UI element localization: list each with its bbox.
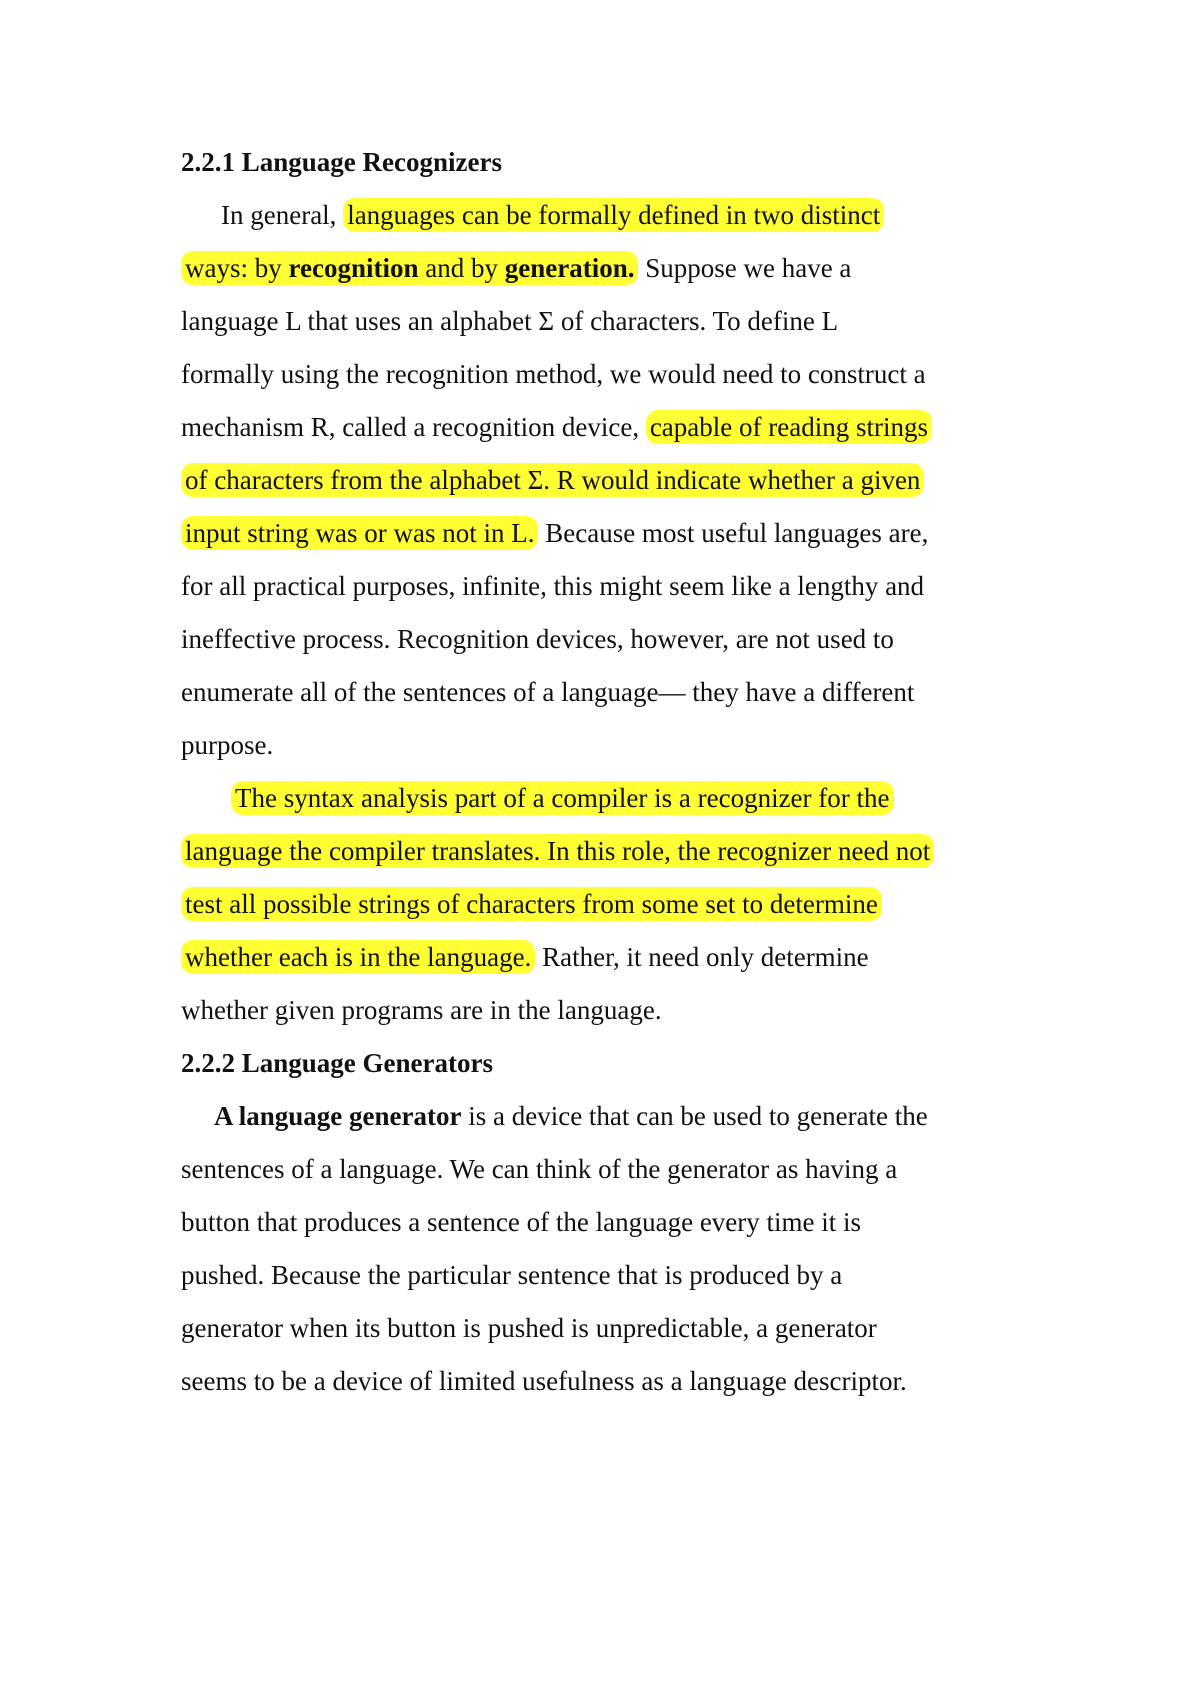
text-run: is a device that can be used to generate the [461, 1101, 928, 1131]
highlighted-text: test all possible strings of characters from some set to determine [181, 887, 882, 921]
highlighted-text: whether each is in the language. [181, 940, 535, 974]
highlighted-text: input string was or was not in L. [181, 516, 538, 550]
text-run: Rather, it need only determine [535, 942, 869, 972]
highlighted-text: The syntax analysis part of a compiler is a recognizer for the [231, 781, 894, 815]
text-run: ways: by [185, 253, 289, 283]
text-line [181, 1090, 1061, 1143]
paragraph-syntax-analysis [181, 772, 1061, 1037]
paragraph-recognition-intro [181, 189, 1061, 772]
text-line [181, 454, 1061, 507]
text-line [181, 189, 1061, 242]
text-run: and by [418, 253, 505, 283]
text-line: button that produces a sentence of the language every time it is [181, 1207, 862, 1237]
text-line: seems to be a device of limited usefulness as a language descriptor. [181, 1366, 907, 1396]
highlighted-text: languages can be formally defined in two distinct [343, 198, 884, 232]
text-line: language L that uses an alphabet Σ of characters. To define L [181, 306, 839, 336]
text-line [181, 772, 1061, 825]
text-line: for all practical purposes, infinite, this might seem like a lengthy and [181, 571, 925, 601]
text-line: enumerate all of the sentences of a language— they have a different [181, 677, 915, 707]
text-line: purpose. [181, 730, 274, 760]
text-line: formally using the recognition method, we would need to construct a [181, 359, 926, 389]
paragraph-generator-intro [181, 1090, 1061, 1408]
text-line: whether given programs are in the language. [181, 995, 662, 1025]
document-body [181, 136, 1061, 1408]
highlighted-text: capable of reading strings [646, 410, 932, 444]
bold-term-recognition: recognition [288, 253, 419, 283]
text-run: In general, [221, 200, 344, 230]
text-line [181, 242, 1061, 295]
text-run: Suppose we have a [638, 253, 852, 283]
text-line [181, 878, 1061, 931]
text-line [181, 507, 1061, 560]
text-run: mechanism R, called a recognition device, [181, 412, 646, 442]
section-heading-language-recognizers: 2.2.1 Language Recognizers [181, 147, 502, 177]
highlighted-text [181, 251, 638, 285]
text-line [181, 931, 1061, 984]
text-run: Because most useful languages are, [538, 518, 929, 548]
text-line: generator when its button is pushed is unpredictable, a generator [181, 1313, 877, 1343]
highlighted-text: of characters from the alphabet Σ. R would indicate whether a given [181, 463, 924, 497]
text-line [181, 825, 1061, 878]
bold-term-generation: generation. [504, 253, 635, 283]
text-line [181, 401, 1061, 454]
section-heading-language-generators: 2.2.2 Language Generators [181, 1048, 493, 1078]
text-line: pushed. Because the particular sentence that is produced by a [181, 1260, 843, 1290]
bold-term-language-generator: A language generator [214, 1101, 462, 1131]
text-line: ineffective process. Recognition devices, however, are not used to [181, 624, 894, 654]
text-line: sentences of a language. We can think of the generator as having a [181, 1154, 898, 1184]
highlighted-text: language the compiler translates. In this role, the recognizer need not [181, 834, 934, 868]
